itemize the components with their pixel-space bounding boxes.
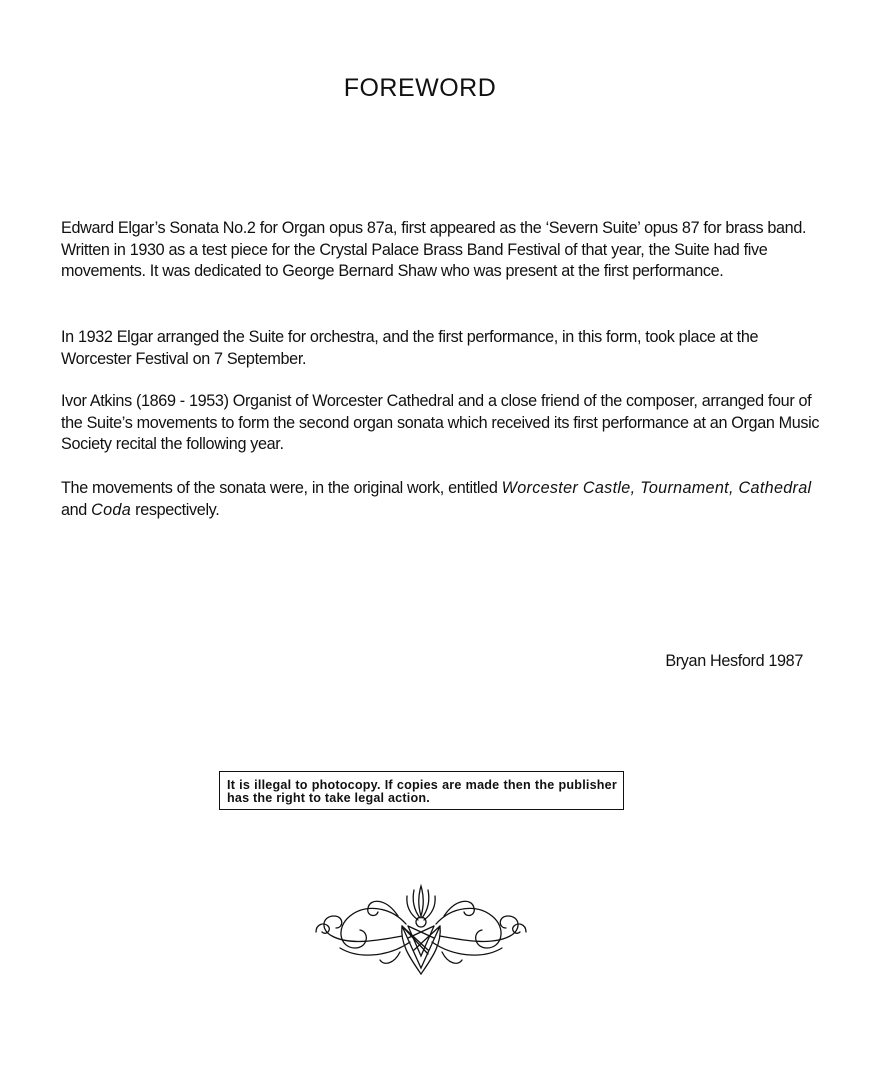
calligraphic-flourish-icon (310, 876, 532, 976)
movement-titles: Worcester Castle, Tournament, Cathedral (501, 479, 812, 497)
paragraph-4-intro: The movements of the sonata were, in the original work, entitled (61, 479, 502, 497)
paragraph-4-and: and (61, 500, 92, 519)
movement-title-coda: Coda (91, 500, 132, 519)
paragraph-4-outro: respectively. (131, 500, 220, 519)
page-title: FOREWORD (343, 74, 497, 102)
copyright-notice: It is illegal to photocopy. If copies are made then the publisher has the right to take legal action. (219, 771, 624, 810)
paragraph-4 (61, 478, 821, 521)
signature: Bryan Hesford 1987 (665, 652, 803, 670)
paragraph-1: Edward Elgar’s Sonata No.2 for Organ opus 87a, first appeared as the ‘Severn Suite’ opus 87 for brass band. Written in 1930 as a test piece for the Crystal Palace Brass Band Festival of that year, the Suite had five movements. It was dedicated to George Bernard Shaw who was present at the first performance. (61, 219, 807, 281)
paragraph-2: In 1932 Elgar arranged the Suite for orchestra, and the first performance, in this form, took place at the Worcester Festival on 7 September. (61, 328, 759, 368)
paragraph-3: Ivor Atkins (1869 - 1953) Organist of Worcester Cathedral and a close friend of the composer, arranged four of the Suite’s movements to form the second organ sonata which received its first performance at an Organ Music Society recital the following year. (61, 392, 820, 454)
